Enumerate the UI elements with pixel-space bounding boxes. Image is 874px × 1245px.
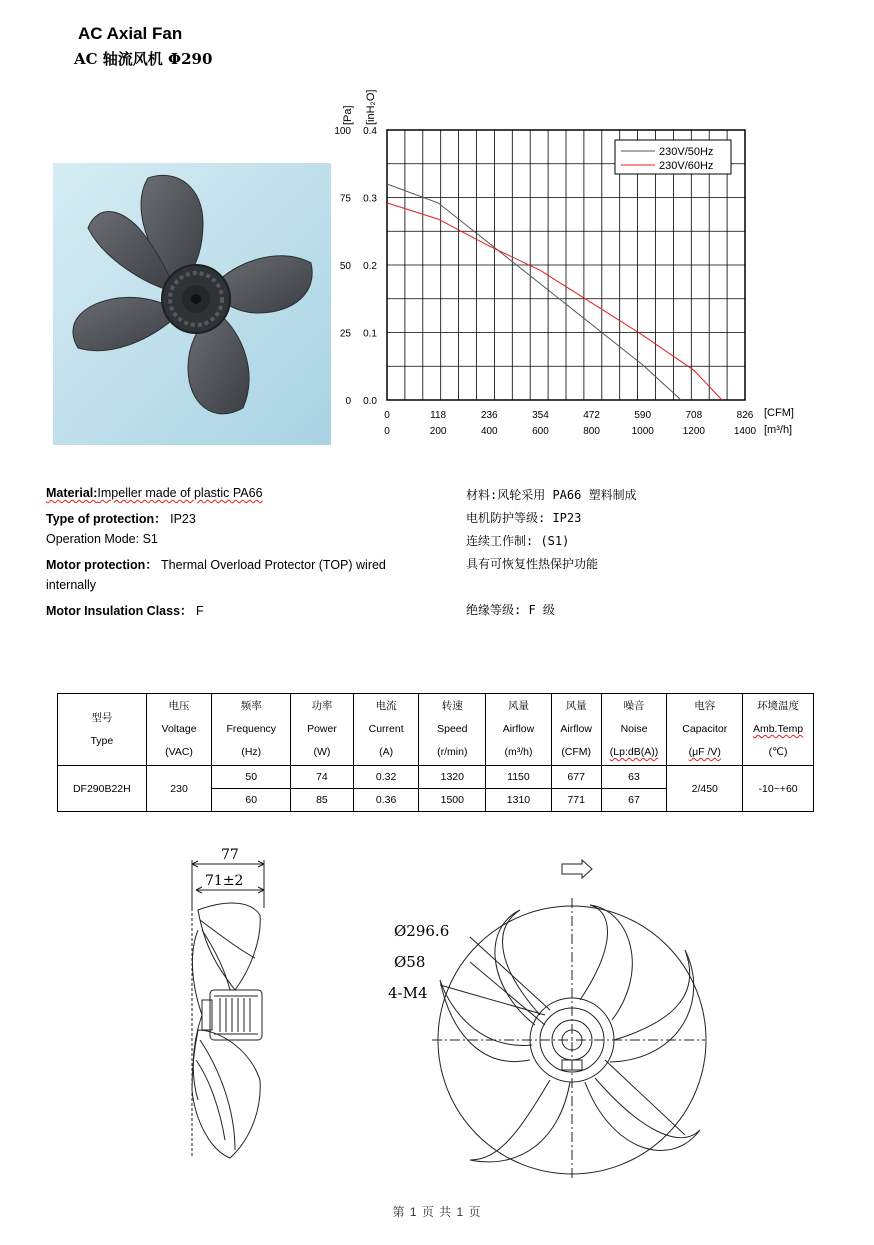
spec-cn-insulation: 绝缘等级: F 级 bbox=[466, 603, 555, 617]
dim-58: Ø58 bbox=[394, 953, 426, 971]
dim-71: 71±2 bbox=[205, 873, 244, 889]
table-cell-current: 0.36 bbox=[353, 789, 419, 812]
table-cell-voltage: 230 bbox=[146, 766, 212, 812]
dim-4m4: 4-M4 bbox=[388, 984, 428, 1002]
y-axis-unit-pa: [Pa] bbox=[342, 105, 354, 125]
table-cell-freq: 50 bbox=[212, 766, 291, 789]
table-cell-airflow-cfm: 677 bbox=[551, 766, 601, 789]
y-tick-label-inh2o: 0.4 bbox=[363, 126, 377, 137]
spec-insulation-value: F bbox=[196, 604, 204, 618]
x-tick-label-m3h: 1400 bbox=[733, 426, 757, 437]
legend-label: 230V/60Hz bbox=[659, 160, 714, 172]
spec-table bbox=[57, 693, 814, 812]
table-header-amb-temp: 环境温度 Amb.Temp (℃) bbox=[743, 694, 814, 766]
x-tick-label-cfm: 236 bbox=[480, 410, 498, 421]
legend-label: 230V/50Hz bbox=[659, 146, 714, 158]
title-cn: AC 轴流风机 Φ290 bbox=[74, 50, 213, 68]
x-tick-label-cfm: 118 bbox=[430, 410, 447, 421]
table-cell-power: 85 bbox=[291, 789, 354, 812]
spec-protection-value: IP23 bbox=[170, 512, 196, 526]
x-tick-label-cfm: 0 bbox=[384, 410, 390, 421]
front-view-drawing bbox=[380, 850, 710, 1180]
fan-photo bbox=[53, 163, 331, 445]
x-tick-label-m3h: 1000 bbox=[631, 426, 654, 437]
table-header-frequency: 频率 Frequency (Hz) bbox=[212, 694, 291, 766]
spec-insulation-label: Motor Insulation Class： bbox=[46, 604, 193, 618]
spec-cn-protection: 电机防护等级: IP23 bbox=[466, 511, 582, 525]
table-cell-amb-temp: -10~+60 bbox=[743, 766, 814, 812]
table-cell-noise: 63 bbox=[601, 766, 667, 789]
x-tick-label-m3h: 600 bbox=[532, 426, 549, 437]
spec-motor-protection-value: Thermal Overload Protector (TOP) wired bbox=[161, 558, 386, 572]
x-tick-label-cfm: 708 bbox=[685, 410, 703, 421]
x-tick-label-cfm: 472 bbox=[583, 410, 600, 421]
y-tick-label-pa: 0 bbox=[345, 396, 351, 407]
spec-material-value: Impeller made of plastic PA66 bbox=[97, 486, 263, 500]
spec-protection bbox=[46, 509, 196, 527]
rotation-arrow-icon bbox=[562, 860, 592, 878]
dim-77: 77 bbox=[221, 847, 239, 863]
x-axis-unit-m3h: [m³/h] bbox=[764, 424, 793, 436]
x-axis-unit-cfm: [CFM] bbox=[764, 407, 794, 419]
x-tick-label-cfm: 826 bbox=[736, 410, 754, 421]
performance-chart bbox=[327, 82, 807, 444]
spec-cn-material: 材料:风轮采用 PA66 塑料制成 bbox=[466, 488, 637, 502]
spec-cn-operation: 连续工作制: (S1) bbox=[466, 534, 570, 548]
table-cell-freq: 60 bbox=[212, 789, 291, 812]
table-row bbox=[58, 766, 814, 789]
table-header-airflow-m3h: 风量 Airflow (m³/h) bbox=[486, 694, 552, 766]
y-tick-label-inh2o: 0.1 bbox=[363, 328, 377, 340]
table-header-noise: 噪音 Noise (Lp:dB(A)) bbox=[601, 694, 667, 766]
table-cell-speed: 1320 bbox=[419, 766, 486, 789]
table-header-capacitor: 电容 Capacitor (μF /V) bbox=[667, 694, 743, 766]
table-header-airflow-cfm: 风量 Airflow (CFM) bbox=[551, 694, 601, 766]
table-cell-noise: 67 bbox=[601, 789, 667, 812]
spec-motor-protection-cont: internally bbox=[46, 578, 97, 592]
x-tick-label-m3h: 400 bbox=[480, 426, 498, 437]
spec-insulation bbox=[46, 601, 204, 619]
x-tick-label-m3h: 0 bbox=[384, 426, 390, 437]
x-tick-label-m3h: 1200 bbox=[682, 426, 705, 437]
table-header-voltage: 电压 Voltage (VAC) bbox=[146, 694, 212, 766]
y-tick-label-pa: 50 bbox=[339, 261, 351, 272]
table-header-row bbox=[58, 694, 814, 766]
y-tick-label-inh2o: 0.3 bbox=[363, 193, 377, 205]
table-cell-power: 74 bbox=[291, 766, 354, 789]
spec-material-label: Material: bbox=[46, 486, 98, 500]
table-header-power: 功率 Power (W) bbox=[291, 694, 354, 766]
spec-motor-protection-label: Motor protection： bbox=[46, 558, 158, 572]
table-header-current: 电流 Current (A) bbox=[353, 694, 419, 766]
y-tick-label-inh2o: 0.2 bbox=[363, 261, 377, 272]
y-axis-unit-inh2o: [inH₂O] bbox=[365, 89, 377, 125]
spec-motor-protection bbox=[46, 555, 386, 573]
page-footer: 第 1 页 共 1 页 bbox=[392, 1205, 482, 1219]
table-cell-model: DF290B22H bbox=[58, 766, 147, 812]
table-cell-current: 0.32 bbox=[353, 766, 419, 789]
spec-protection-label: Type of protection： bbox=[46, 512, 167, 526]
table-cell-speed: 1500 bbox=[419, 789, 486, 812]
spec-operation-mode: Operation Mode: S1 bbox=[46, 532, 158, 546]
x-tick-label-m3h: 200 bbox=[429, 426, 447, 437]
x-tick-label-cfm: 590 bbox=[634, 410, 652, 421]
y-tick-label-inh2o: 0.0 bbox=[363, 396, 377, 407]
spec-cn-thermal: 具有可恢复性热保护功能 bbox=[466, 557, 599, 571]
y-tick-label-pa: 100 bbox=[334, 126, 351, 137]
side-view-drawing bbox=[180, 840, 280, 1170]
table-cell-airflow-m3h: 1310 bbox=[486, 789, 552, 812]
y-tick-label-pa: 25 bbox=[339, 328, 351, 340]
chart-legend bbox=[615, 140, 731, 174]
x-tick-label-cfm: 354 bbox=[532, 410, 549, 421]
title-en: AC Axial Fan bbox=[78, 24, 183, 43]
table-cell-airflow-cfm: 771 bbox=[551, 789, 601, 812]
table-header-speed: 转速 Speed (r/min) bbox=[419, 694, 486, 766]
x-tick-label-m3h: 800 bbox=[583, 426, 600, 437]
dim-296: Ø296.6 bbox=[394, 922, 450, 940]
spec-material bbox=[46, 486, 263, 500]
table-cell-capacitor: 2/450 bbox=[667, 766, 743, 812]
table-header-type: 型号 Type bbox=[58, 694, 147, 766]
table-cell-airflow-m3h: 1150 bbox=[486, 766, 552, 789]
y-tick-label-pa: 75 bbox=[339, 193, 351, 205]
